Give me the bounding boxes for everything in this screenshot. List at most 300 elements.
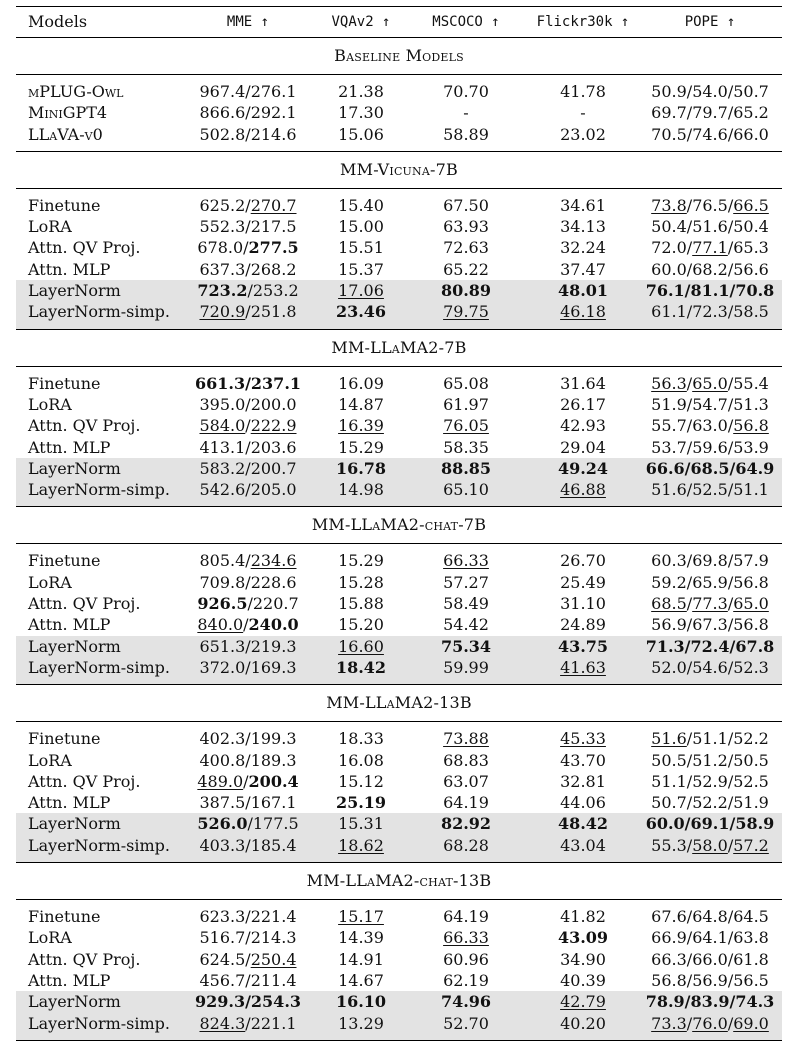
value-segment: 929.3/254.3 <box>194 992 302 1012</box>
model-name-cell: Attn. MLP <box>28 793 111 813</box>
mscoco-cell <box>404 415 528 436</box>
pope-cell <box>638 900 782 928</box>
value-segment: 14.39 <box>338 928 384 948</box>
value-segment: 72.63 <box>443 238 489 258</box>
flickr30k-cell <box>528 479 638 507</box>
table-row <box>16 927 782 948</box>
mme-cell <box>178 750 318 771</box>
mme-cell <box>178 657 318 685</box>
mme-cell <box>178 722 318 750</box>
model-name-cell: LoRA <box>28 572 72 592</box>
model-name-cell: LayerNorm-simp. <box>16 301 178 329</box>
value-segment: 552.3/217.5 <box>199 217 297 237</box>
mscoco-cell <box>404 722 528 750</box>
vqav2-cell <box>318 301 404 329</box>
value-segment: 14.98 <box>338 480 384 500</box>
table-row <box>16 1013 782 1041</box>
value-segment: 55.7/63.0/ <box>651 416 734 436</box>
mscoco-cell <box>404 188 528 216</box>
mme-cell <box>178 124 318 152</box>
section-header-row <box>16 38 782 75</box>
section-title: MM-Vicuna-7B <box>340 159 458 179</box>
value-segment: 67.6/64.8/64.5 <box>651 907 769 927</box>
value-segment: 53.7/59.6/53.9 <box>651 437 769 457</box>
flickr30k-cell <box>528 188 638 216</box>
value-segment: 40.20 <box>560 1013 606 1033</box>
model-name-cell: LoRA <box>28 750 72 770</box>
flickr30k-cell <box>528 991 638 1012</box>
value-segment: 13.29 <box>338 1013 384 1033</box>
flickr30k-cell <box>528 415 638 436</box>
model-name-cell: Attn. QV Proj. <box>28 949 141 969</box>
flickr30k-cell <box>528 927 638 948</box>
model-name-cell: LayerNorm <box>16 813 178 834</box>
value-segment: 678.0/ <box>197 238 249 258</box>
value-segment: 74.96 <box>440 992 492 1012</box>
table-row <box>16 614 782 635</box>
vqav2-cell <box>318 102 404 123</box>
value-segment: 58.49 <box>443 594 489 614</box>
flickr30k-cell <box>528 614 638 635</box>
mme-cell <box>178 835 318 863</box>
value-segment: 400.8/189.3 <box>199 750 297 770</box>
vqav2-cell <box>318 259 404 280</box>
table-row <box>16 437 782 458</box>
value-segment: 76.0 <box>692 1013 728 1033</box>
model-name-cell: LayerNorm-simp. <box>16 835 178 863</box>
value-segment: 402.3/199.3 <box>199 729 297 749</box>
mme-cell <box>178 188 318 216</box>
value-segment: 32.81 <box>560 771 606 791</box>
value-segment: 50.7/52.2/51.9 <box>651 793 769 813</box>
value-segment: 34.13 <box>560 217 606 237</box>
value-segment: 840.0 <box>197 615 244 635</box>
table-row <box>16 593 782 614</box>
mscoco-cell <box>404 572 528 593</box>
pope-cell <box>638 544 782 572</box>
pope-cell <box>638 636 782 657</box>
vqav2-cell <box>318 614 404 635</box>
value-segment: 60.3/69.8/57.9 <box>651 551 769 571</box>
vqav2-cell <box>318 991 404 1012</box>
flickr30k-cell <box>528 813 638 834</box>
value-segment: 15.40 <box>338 195 384 215</box>
value-segment: 46.18 <box>560 302 606 322</box>
value-segment: 21.38 <box>338 82 384 101</box>
value-segment: 502.8/214.6 <box>199 124 297 144</box>
pope-cell <box>638 750 782 771</box>
pope-cell <box>638 437 782 458</box>
value-segment: 16.08 <box>338 750 384 770</box>
model-name-cell: LayerNorm <box>16 636 178 657</box>
value-segment: /76.5/ <box>686 195 734 215</box>
value-segment: 516.7/214.3 <box>199 928 297 948</box>
value-segment: 18.33 <box>338 729 384 749</box>
vqav2-cell <box>318 366 404 394</box>
value-segment: 65.10 <box>443 480 489 500</box>
value-segment: /251.8 <box>245 302 297 322</box>
value-segment: 15.37 <box>338 259 384 279</box>
value-segment: 68.5 <box>651 594 687 614</box>
value-segment: 50.9/54.0/50.7 <box>651 82 769 101</box>
vqav2-cell <box>318 394 404 415</box>
value-segment: 17.06 <box>338 281 384 301</box>
value-segment: 76.1/81.1/70.8 <box>645 281 775 301</box>
value-segment: 15.29 <box>338 551 384 571</box>
value-segment: /55.4 <box>727 373 769 393</box>
vqav2-cell <box>318 1013 404 1041</box>
header-row <box>16 7 782 38</box>
pope-cell <box>638 970 782 991</box>
value-segment: 77.1 <box>692 238 728 258</box>
value-segment: 234.6 <box>250 551 297 571</box>
value-segment: 395.0/200.0 <box>199 394 297 414</box>
vqav2-cell <box>318 657 404 685</box>
value-segment: 624.5/ <box>199 949 251 969</box>
mscoco-cell <box>404 259 528 280</box>
value-segment: 709.8/228.6 <box>199 572 297 592</box>
value-segment: 23.02 <box>560 124 606 144</box>
value-segment: 542.6/205.0 <box>199 480 297 500</box>
value-segment: 967.4/276.1 <box>199 82 297 101</box>
value-segment: 60.0/69.1/58.9 <box>645 814 775 834</box>
pope-cell <box>638 991 782 1012</box>
flickr30k-cell <box>528 636 638 657</box>
value-segment: 77.3 <box>692 594 728 614</box>
value-segment: 66.33 <box>443 551 489 571</box>
value-segment: 637.3/268.2 <box>199 259 297 279</box>
value-segment: 69.7/79.7/65.2 <box>651 103 769 123</box>
vqav2-cell <box>318 813 404 834</box>
pope-cell <box>638 614 782 635</box>
value-segment: 63.07 <box>443 771 489 791</box>
value-segment: 14.91 <box>338 949 384 969</box>
flickr30k-cell <box>528 750 638 771</box>
model-name-cell: Finetune <box>28 729 101 749</box>
pope-cell <box>638 259 782 280</box>
value-segment: 14.87 <box>338 394 384 414</box>
value-segment: 413.1/203.6 <box>199 437 297 457</box>
value-segment: 66.3/66.0/61.8 <box>651 949 769 969</box>
vqav2-cell <box>318 927 404 948</box>
value-segment: / <box>686 1013 693 1033</box>
pope-cell <box>638 301 782 329</box>
mscoco-cell <box>404 544 528 572</box>
section-title: MM-LLaMA2-13B <box>326 693 472 713</box>
pope-cell <box>638 216 782 237</box>
flickr30k-cell <box>528 75 638 103</box>
value-segment: 76.05 <box>443 416 489 436</box>
value-segment: 60.96 <box>443 949 489 969</box>
mscoco-cell <box>404 614 528 635</box>
value-segment: 25.19 <box>335 793 387 813</box>
table-row <box>16 657 782 685</box>
value-segment: 58.0 <box>692 835 728 855</box>
model-name-cell: Finetune <box>28 907 101 927</box>
flickr30k-cell <box>528 593 638 614</box>
mme-cell <box>178 366 318 394</box>
value-segment: /253.2 <box>247 281 299 301</box>
pope-cell <box>638 593 782 614</box>
value-segment: 59.99 <box>443 657 489 677</box>
value-segment: - <box>463 103 469 123</box>
value-segment: 67.50 <box>443 195 489 215</box>
pope-cell <box>638 722 782 750</box>
value-segment: 16.78 <box>335 458 387 478</box>
pope-cell <box>638 280 782 301</box>
mme-cell <box>178 1013 318 1041</box>
header-vqav2: VQAv2 ↑ <box>331 14 391 30</box>
value-segment: 372.0/169.3 <box>199 657 297 677</box>
flickr30k-cell <box>528 970 638 991</box>
table-row <box>16 771 782 792</box>
value-segment: 403.3/185.4 <box>199 835 297 855</box>
mscoco-cell <box>404 366 528 394</box>
flickr30k-cell <box>528 301 638 329</box>
value-segment: 16.60 <box>338 636 384 656</box>
value-segment: 59.2/65.9/56.8 <box>651 572 769 592</box>
mscoco-cell <box>404 949 528 970</box>
table-row <box>16 792 782 813</box>
value-segment: 26.70 <box>560 551 606 571</box>
value-segment: - <box>580 103 586 123</box>
value-segment: 625.2/ <box>199 195 251 215</box>
value-segment: 63.93 <box>443 217 489 237</box>
flickr30k-cell <box>528 722 638 750</box>
value-segment: 805.4/ <box>199 551 251 571</box>
model-name-cell: Attn. QV Proj. <box>28 771 141 791</box>
vqav2-cell <box>318 593 404 614</box>
flickr30k-cell <box>528 544 638 572</box>
value-segment: 51.9/54.7/51.3 <box>651 394 769 414</box>
value-segment: 31.10 <box>560 594 606 614</box>
value-segment: 43.70 <box>560 750 606 770</box>
table-row <box>16 991 782 1012</box>
mscoco-cell <box>404 75 528 103</box>
flickr30k-cell <box>528 216 638 237</box>
value-segment: 43.04 <box>560 835 606 855</box>
value-segment: 45.33 <box>560 729 606 749</box>
value-segment: 73.8 <box>651 195 687 215</box>
flickr30k-cell <box>528 657 638 685</box>
value-segment: 277.5 <box>248 238 299 258</box>
model-name-cell: Finetune <box>28 551 101 571</box>
mscoco-cell <box>404 301 528 329</box>
value-segment: 15.88 <box>338 594 384 614</box>
value-segment: 661.3/237.1 <box>194 373 302 393</box>
mme-cell <box>178 280 318 301</box>
model-name-cell: LayerNorm <box>16 991 178 1012</box>
value-segment: 41.82 <box>560 907 606 927</box>
value-segment: 51.1/52.9/52.5 <box>651 771 769 791</box>
table-row <box>16 75 782 103</box>
value-segment: 82.92 <box>440 814 492 834</box>
pope-cell <box>638 415 782 436</box>
value-segment: 200.4 <box>248 771 299 791</box>
pope-cell <box>638 458 782 479</box>
value-segment: 37.47 <box>560 259 606 279</box>
model-name-cell: Attn. MLP <box>28 259 111 279</box>
vqav2-cell <box>318 188 404 216</box>
flickr30k-cell <box>528 366 638 394</box>
value-segment: 250.4 <box>250 949 297 969</box>
vqav2-cell <box>318 458 404 479</box>
mscoco-cell <box>404 991 528 1012</box>
value-segment: 43.75 <box>557 636 609 656</box>
table-row <box>16 572 782 593</box>
value-segment: 387.5/167.1 <box>199 793 297 813</box>
section-title: MM-LLaMA2-7B <box>331 337 467 357</box>
mme-cell <box>178 237 318 258</box>
flickr30k-cell <box>528 900 638 928</box>
header-flickr30k: Flickr30k ↑ <box>536 14 630 30</box>
table-row <box>16 415 782 436</box>
mscoco-cell <box>404 636 528 657</box>
value-segment: /220.7 <box>247 594 299 614</box>
pope-cell <box>638 394 782 415</box>
value-segment: 65.0 <box>733 594 769 614</box>
model-name-cell: Finetune <box>28 373 101 393</box>
value-segment: 68.83 <box>443 750 489 770</box>
vqav2-cell <box>318 722 404 750</box>
pope-cell <box>638 1013 782 1041</box>
value-segment: 583.2/200.7 <box>199 458 297 478</box>
value-segment: 15.17 <box>338 907 384 927</box>
value-segment: 66.5 <box>733 195 769 215</box>
table-row <box>16 750 782 771</box>
mme-cell <box>178 614 318 635</box>
mme-cell <box>178 949 318 970</box>
model-name-cell: LayerNorm <box>16 280 178 301</box>
value-segment: 58.35 <box>443 437 489 457</box>
vqav2-cell <box>318 835 404 863</box>
mme-cell <box>178 301 318 329</box>
value-segment: 71.3/72.4/67.8 <box>645 636 775 656</box>
value-segment: 14.67 <box>338 970 384 990</box>
value-segment: 49.24 <box>557 458 609 478</box>
value-segment: /65.3 <box>727 238 769 258</box>
value-segment: 17.30 <box>338 103 384 123</box>
section-header-row <box>16 863 782 900</box>
value-segment: 79.75 <box>443 302 489 322</box>
mscoco-cell <box>404 237 528 258</box>
value-segment: 15.20 <box>338 615 384 635</box>
flickr30k-cell <box>528 458 638 479</box>
mme-cell <box>178 216 318 237</box>
mme-cell <box>178 813 318 834</box>
vqav2-cell <box>318 280 404 301</box>
value-segment: 723.2 <box>197 281 248 301</box>
vqav2-cell <box>318 572 404 593</box>
mscoco-cell <box>404 102 528 123</box>
value-segment: 651.3/219.3 <box>199 636 297 656</box>
flickr30k-cell <box>528 792 638 813</box>
value-segment: 80.89 <box>440 281 492 301</box>
value-segment: 52.70 <box>443 1013 489 1033</box>
table-row <box>16 970 782 991</box>
table-row <box>16 544 782 572</box>
value-segment: 44.06 <box>560 793 606 813</box>
value-segment: 16.39 <box>338 416 384 436</box>
table-row <box>16 835 782 863</box>
table-row <box>16 636 782 657</box>
mscoco-cell <box>404 750 528 771</box>
pope-cell <box>638 657 782 685</box>
flickr30k-cell <box>528 237 638 258</box>
model-name-cell: MiniGPT4 <box>28 103 108 123</box>
value-segment: / <box>727 835 734 855</box>
vqav2-cell <box>318 437 404 458</box>
model-name-cell: LoRA <box>28 217 72 237</box>
value-segment: / <box>727 594 734 614</box>
value-segment: 31.64 <box>560 373 606 393</box>
value-segment: 623.3/221.4 <box>199 907 297 927</box>
value-segment: 24.89 <box>560 615 606 635</box>
mscoco-cell <box>404 657 528 685</box>
pope-cell <box>638 572 782 593</box>
value-segment: 78.9/83.9/74.3 <box>645 992 775 1012</box>
pope-cell <box>638 792 782 813</box>
model-name-cell: LayerNorm-simp. <box>16 1013 178 1041</box>
value-segment: 66.6/68.5/64.9 <box>645 458 775 478</box>
pope-cell <box>638 479 782 507</box>
mscoco-cell <box>404 771 528 792</box>
mscoco-cell <box>404 458 528 479</box>
section-header-row <box>16 507 782 544</box>
table-row <box>16 900 782 928</box>
vqav2-cell <box>318 216 404 237</box>
value-segment: 42.93 <box>560 416 606 436</box>
pope-cell <box>638 124 782 152</box>
vqav2-cell <box>318 750 404 771</box>
vqav2-cell <box>318 124 404 152</box>
value-segment: 43.09 <box>557 928 609 948</box>
value-segment: /51.1/52.2 <box>686 729 769 749</box>
value-segment: 57.27 <box>443 572 489 592</box>
value-segment: 16.10 <box>335 992 387 1012</box>
table-row <box>16 280 782 301</box>
value-segment: 61.1/72.3/58.5 <box>651 302 769 322</box>
value-segment: 34.90 <box>560 949 606 969</box>
flickr30k-cell <box>528 280 638 301</box>
table-row <box>16 216 782 237</box>
mme-cell <box>178 970 318 991</box>
value-segment: 456.7/211.4 <box>199 970 297 990</box>
section-title: MM-LLaMA2-chat-7B <box>311 515 487 535</box>
mme-cell <box>178 102 318 123</box>
value-segment: 584.0 <box>199 416 246 436</box>
table-row <box>16 102 782 123</box>
table-row <box>16 949 782 970</box>
value-segment: 15.31 <box>338 814 384 834</box>
vqav2-cell <box>318 900 404 928</box>
mme-cell <box>178 593 318 614</box>
pope-cell <box>638 813 782 834</box>
flickr30k-cell <box>528 771 638 792</box>
table-row <box>16 458 782 479</box>
value-segment: 15.06 <box>338 124 384 144</box>
pope-cell <box>638 366 782 394</box>
mscoco-cell <box>404 970 528 991</box>
mme-cell <box>178 636 318 657</box>
value-segment: /221.1 <box>245 1013 297 1033</box>
vqav2-cell <box>318 544 404 572</box>
value-segment: 240.0 <box>248 615 299 635</box>
value-segment: 70.70 <box>443 82 489 101</box>
mscoco-cell <box>404 280 528 301</box>
value-segment: 41.78 <box>560 82 606 101</box>
value-segment: 61.97 <box>443 394 489 414</box>
